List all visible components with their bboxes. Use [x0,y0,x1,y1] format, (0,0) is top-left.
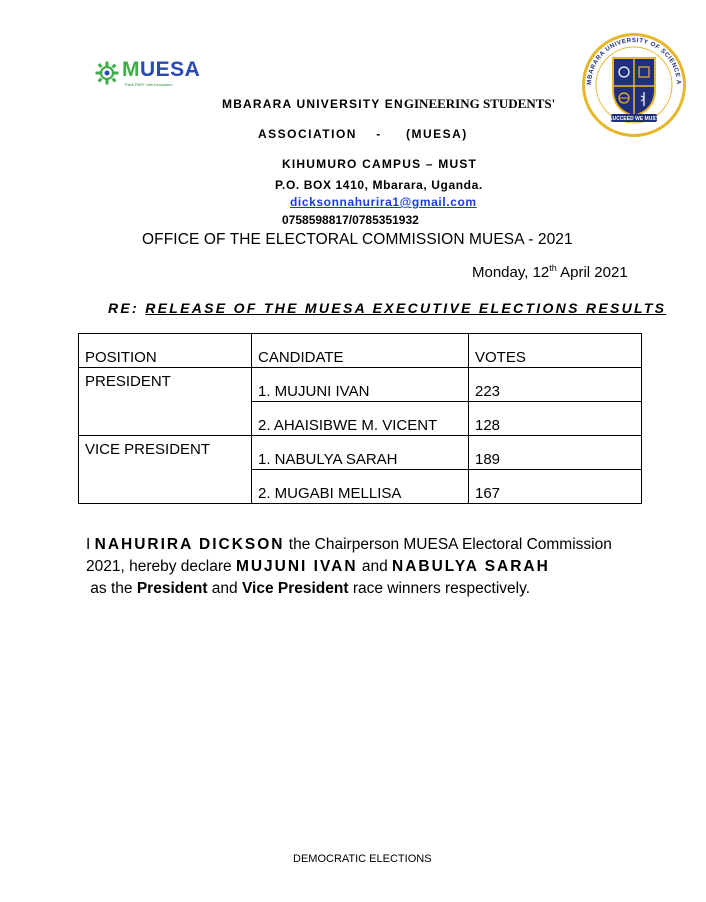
vice-president-winner: NABULYA SARAH [392,558,550,575]
chairperson-name: NAHURIRA DICKSON [94,536,285,553]
header-position: POSITION [79,334,252,368]
candidate-cell: 1. MUJUNI IVAN [252,368,469,402]
candidate-cell: 1. NABULYA SARAH [252,436,469,470]
position-cell: PRESIDENT [79,368,252,436]
email-link[interactable]: dicksonnahurira1@gmail.com [290,195,477,209]
president-winner: MUJUNI IVAN [235,558,358,575]
letter-date [472,263,628,281]
decl-text-1: I [86,536,95,553]
decl-text-4: as the [86,580,137,597]
votes-cell: 223 [469,368,642,402]
candidate-cell: 2. MUGABI MELLISA [252,470,469,504]
table-row [79,436,642,470]
office-title: OFFICE OF THE ELECTORAL COMMISSION MUESA - 2021 [142,231,573,248]
svg-text:MBARARA UNIVERSITY OF SCIENCE: MBARARA UNIVERSITY OF SCIENCE A [585,36,683,86]
subject-text: RELEASE OF THE MUESA EXECUTIVE ELECTIONS RESULTS [145,300,667,316]
header-candidate: CANDIDATE [252,334,469,368]
decl-text-2: the Chairperson MUESA Electoral Commission 2021, hereby declare [86,536,612,575]
decl-text-6: race winners respectively. [348,580,531,597]
votes-cell: 167 [469,470,642,504]
decl-text-5: and [207,580,242,597]
votes-cell: 189 [469,436,642,470]
position-cell: VICE PRESIDENT [79,436,252,504]
logo-tagline: Think PAST with innovation [124,82,173,87]
gear-icon [94,60,120,86]
muesa-logo [94,56,210,90]
candidate-cell: 2. AHAISIBWE M. VICENT [252,402,469,436]
table-header-row [79,334,642,368]
po-box: P.O. BOX 1410, Mbarara, Uganda. [275,178,483,192]
date-day: Monday, 12 [472,264,550,281]
header-votes: VOTES [469,334,642,368]
table-row [79,368,642,402]
phone-numbers: 0758598817/0785351932 [282,213,419,227]
university-crest [579,28,689,142]
header-line1-end: GINEERING STUDENTS' [403,96,556,111]
header-line1 [222,96,555,112]
crest-motto: SUCCEED WE MUST [609,116,659,122]
date-suffix: th [549,263,557,273]
subject-prefix: RE: [108,300,146,316]
campus: KIHUMURO CAMPUS – MUST [282,157,478,171]
declaration-paragraph [86,534,646,600]
subject-line [108,300,666,316]
footer-text: DEMOCRATIC ELECTIONS [293,853,432,865]
votes-cell: 128 [469,402,642,436]
logo-wordmark: MUESA [122,58,201,81]
role-president: President [136,580,208,597]
crest-emblem-icon [579,28,689,142]
header-line2: ASSOCIATION - (MUESA) [258,127,468,141]
role-vice-president: Vice President [241,580,349,597]
results-table [78,333,642,504]
date-rest: April 2021 [556,264,628,281]
decl-text-3: and [357,558,393,575]
logo-wordmark-rest: UESA [140,58,201,81]
header-line1-start: MBARARA UNIVERSITY EN [222,97,404,111]
